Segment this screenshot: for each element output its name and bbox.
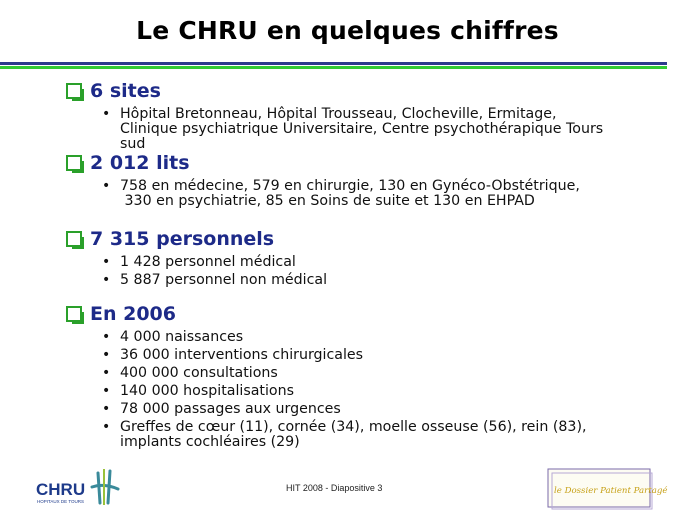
bullet-icon: •	[102, 401, 111, 417]
list-item: • 78 000 passages aux urgences	[102, 401, 341, 417]
list-item: • 5 887 personnel non médical	[102, 272, 328, 288]
section-heading: 2 012 lits	[66, 150, 580, 176]
item-list	[66, 330, 586, 450]
list-item: • 140 000 hospitalisations	[102, 383, 294, 399]
list-item: • Greffes de cœur (11), cornée (34), moelle osseuse (56), rein (83), implants cochléaires (29)	[102, 419, 587, 450]
bullet-icon: •	[102, 347, 111, 363]
title-rule-green	[0, 66, 667, 69]
chru-logo	[34, 467, 130, 507]
checkbox-bullet-icon	[66, 306, 82, 322]
list-item: • 4 000 naissances	[102, 329, 244, 345]
section-lits	[66, 150, 580, 209]
bullet-icon: •	[102, 383, 111, 399]
chru-logo-subtext: HOPITAUX DE TOURS	[37, 499, 85, 504]
list-item: • 400 000 consultations	[102, 365, 278, 381]
list-item: • 36 000 interventions chirurgicales	[102, 347, 364, 363]
checkbox-bullet-icon	[66, 83, 82, 99]
slide-footer: HIT 2008 - Diapositive 3	[286, 483, 383, 493]
bullet-icon: •	[102, 419, 111, 435]
list-item: • Hôpital Bretonneau, Hôpital Trousseau, Clocheville, Ermitage, Clinique psychiatrique Universitaire, Centre psychothérapique Tours sud	[102, 106, 604, 152]
dpp-logo-text: le Dossier Patient Partagé	[554, 486, 668, 496]
bullet-icon: •	[102, 365, 111, 381]
checkbox-bullet-icon	[66, 231, 82, 247]
item-list	[66, 107, 603, 152]
list-item: • 1 428 personnel médical	[102, 254, 296, 270]
bullet-icon: •	[102, 272, 111, 288]
chru-logo-text: CHRU	[36, 480, 86, 499]
dossier-patient-partage-logo	[546, 467, 668, 511]
checkbox-bullet-icon	[66, 155, 82, 171]
item-list	[66, 255, 327, 288]
section-heading: En 2006	[66, 301, 586, 327]
title-rule-blue	[0, 62, 667, 65]
item-list	[66, 179, 580, 209]
list-item: • 758 en médecine, 579 en chirurgie, 130 en Gynéco-Obstétrique, 330 en psychiatrie, 85 en Soins de suite et 130 en EHPAD	[102, 178, 580, 209]
section-sites	[66, 78, 603, 152]
slide-title: Le CHRU en quelques chiffres	[136, 16, 559, 45]
section-heading: 7 315 personnels	[66, 226, 327, 252]
bullet-icon: •	[102, 254, 111, 270]
section-personnels	[66, 226, 327, 288]
bullet-icon: •	[102, 329, 111, 345]
bullet-icon: •	[102, 178, 111, 194]
section-2006	[66, 301, 586, 450]
section-heading: 6 sites	[66, 78, 603, 104]
bullet-icon: •	[102, 106, 111, 122]
